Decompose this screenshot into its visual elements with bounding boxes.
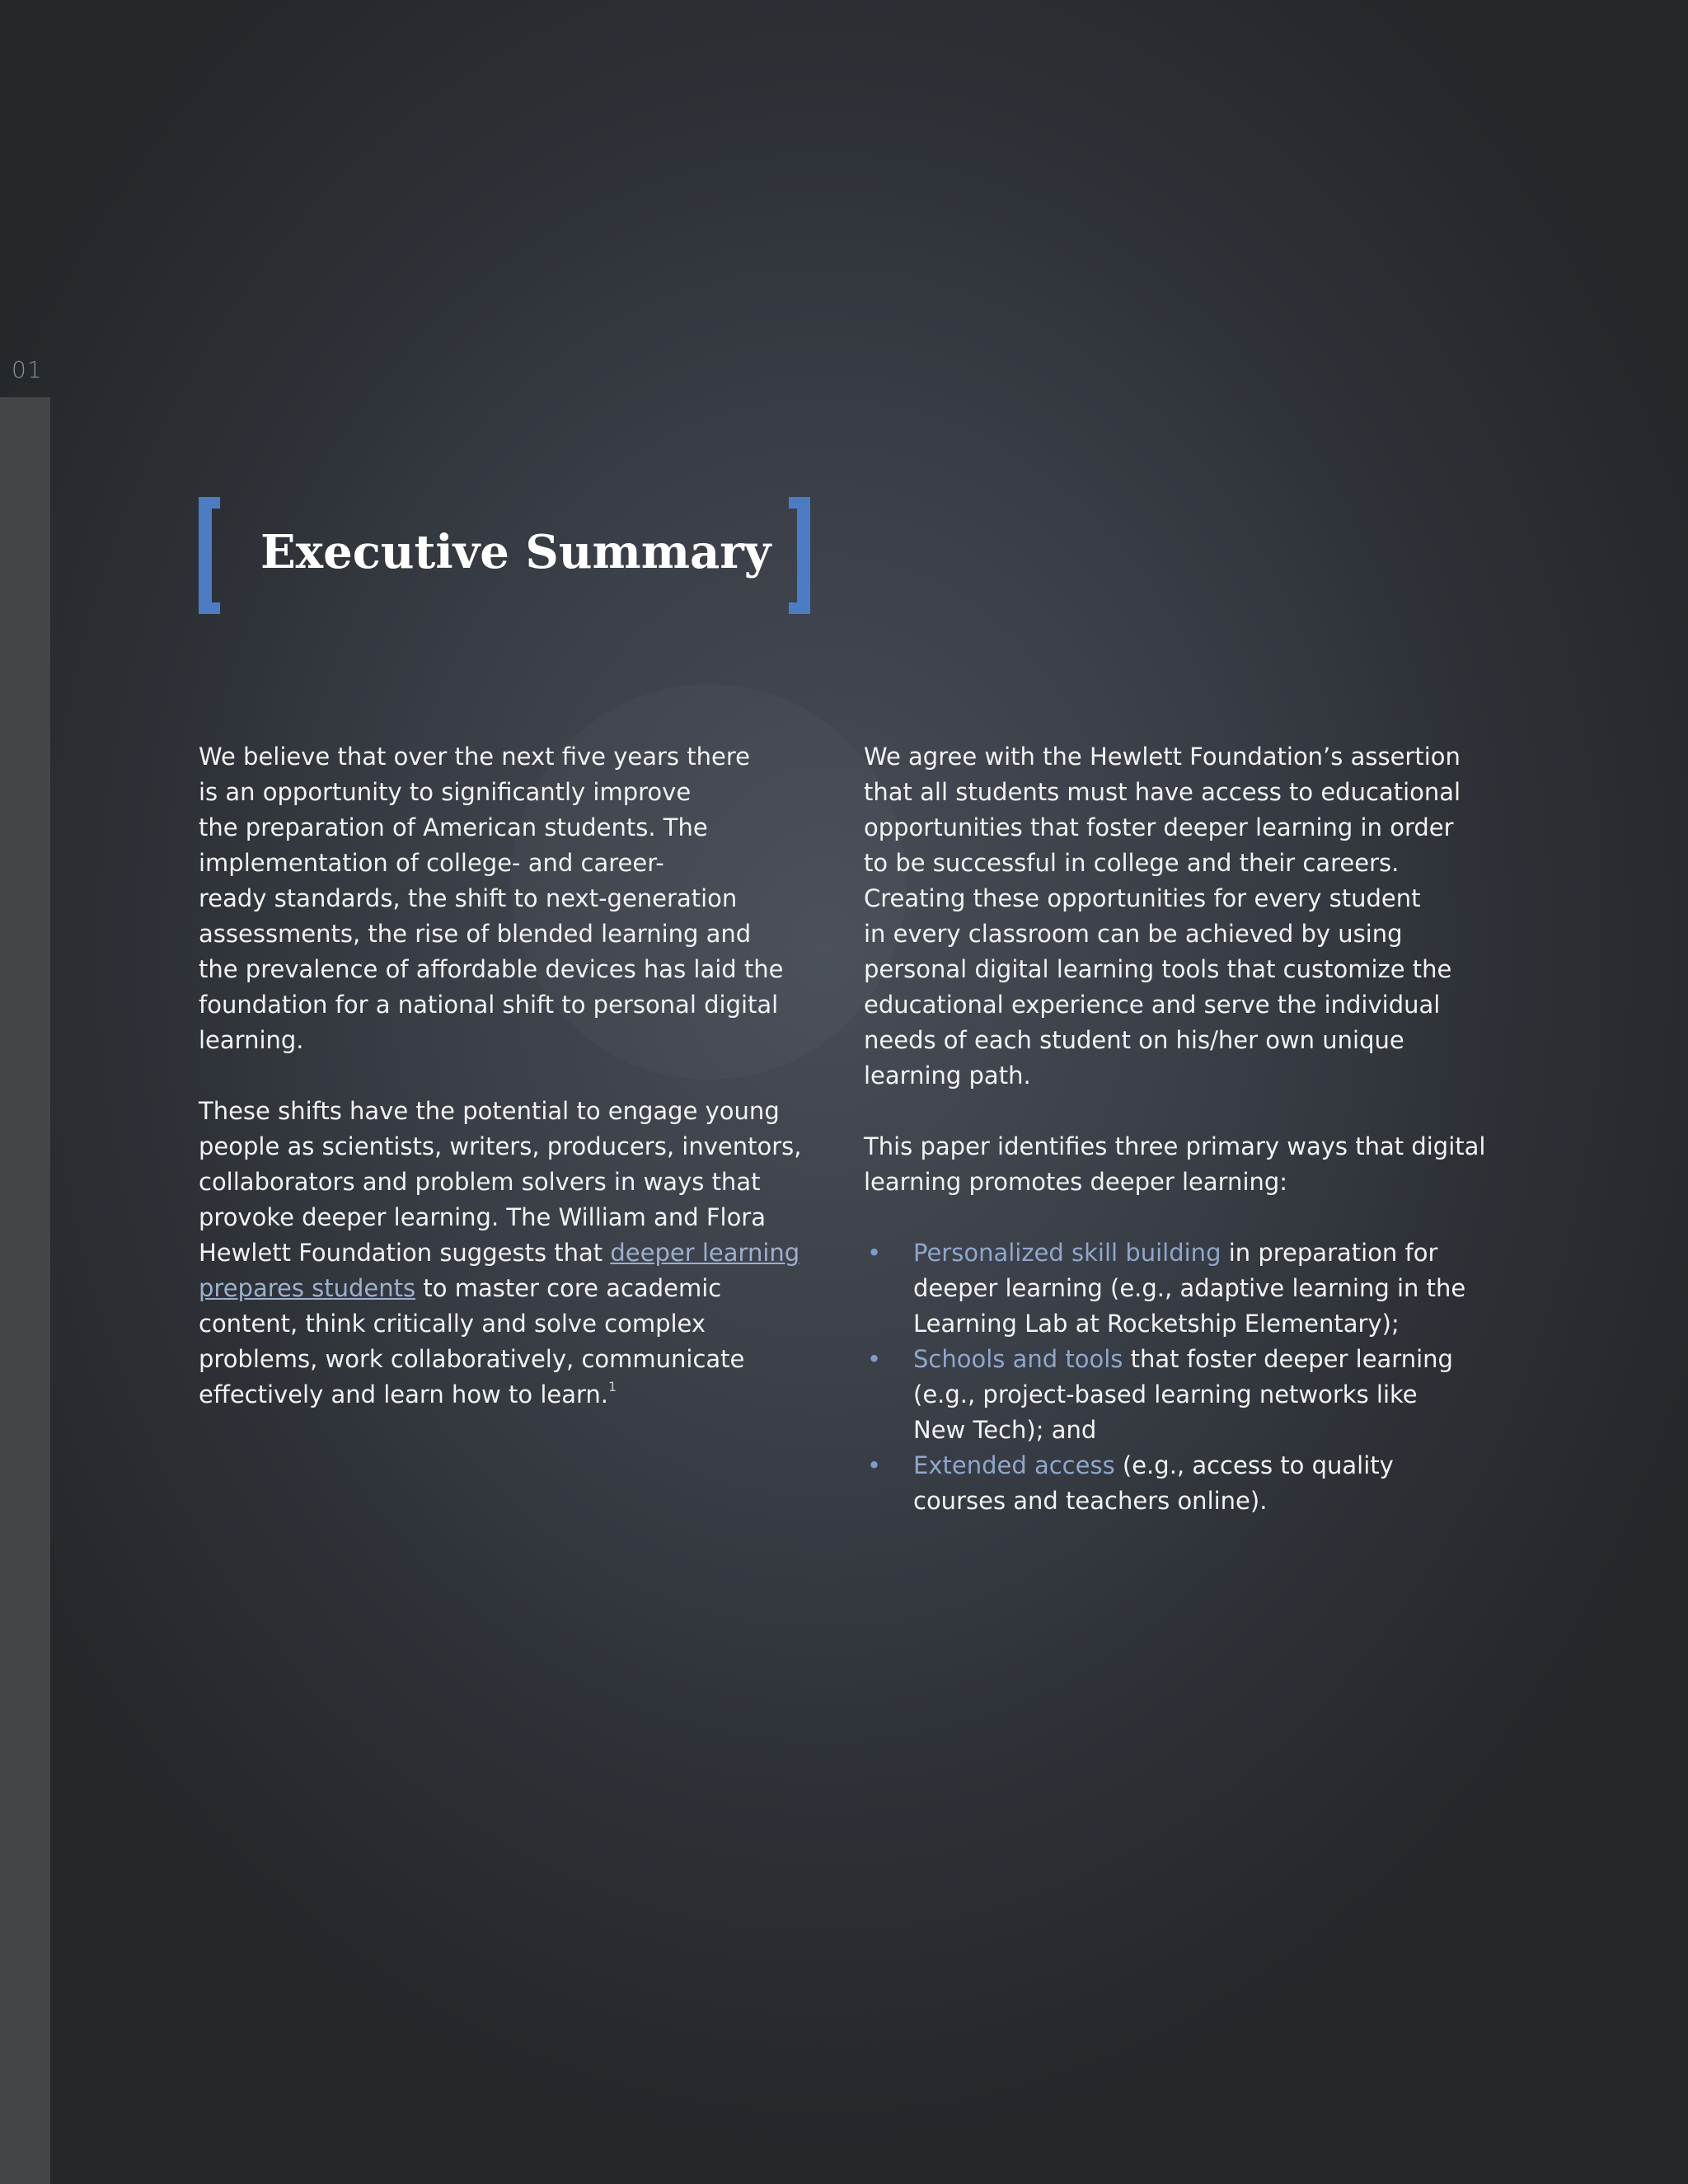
text-line: [199, 1271, 842, 1306]
list-highlight: Extended access: [913, 1451, 1115, 1479]
bullet-icon: •: [867, 1451, 882, 1479]
text-line: [913, 1342, 1507, 1377]
intro-paragraph: [199, 739, 842, 1058]
text-line: [913, 1448, 1507, 1483]
page-title: Executive Summary: [260, 525, 771, 579]
prepares-students-link[interactable]: prepares students: [199, 1274, 416, 1302]
text-line: that all students must have access to educational: [864, 778, 1461, 806]
left-bracket-icon: [199, 497, 220, 614]
text-line: is an opportunity to significantly improve: [199, 778, 692, 806]
text-line: ready standards, the shift to next-generation: [199, 884, 738, 912]
text-line: learning path.: [864, 1062, 1031, 1090]
text-line: Creating these opportunities for every student: [864, 884, 1421, 912]
text-line: This paper identifies three primary ways that digital: [864, 1132, 1486, 1160]
text-line: problems, work collaboratively, communicate: [199, 1345, 745, 1373]
text-line: in every classroom can be achieved by using: [864, 920, 1403, 948]
footnote-marker[interactable]: 1: [608, 1379, 617, 1394]
text-line: Learning Lab at Rocketship Elementary);: [913, 1310, 1400, 1338]
text-line: to be successful in college and their careers.: [864, 849, 1400, 877]
text-line: personal digital learning tools that customize the: [864, 955, 1452, 983]
list-item: [864, 1448, 1507, 1519]
text-line: people as scientists, writers, producers, inventors,: [199, 1132, 802, 1160]
text-line: the prevalence of affordable devices has laid the: [199, 955, 784, 983]
shifts-paragraph: [199, 1094, 842, 1416]
text-line: [199, 1377, 842, 1416]
text-segment: in preparation for: [1221, 1239, 1438, 1267]
list-item: [864, 1342, 1507, 1448]
text-line: We agree with the Hewlett Foundation’s assertion: [864, 743, 1461, 771]
right-column: [864, 739, 1507, 1519]
left-column: [199, 739, 842, 1451]
text-segment: (e.g., access to quality: [1114, 1451, 1394, 1479]
list-highlight: Schools and tools: [913, 1345, 1123, 1373]
assertion-paragraph: [864, 739, 1507, 1094]
text-line: [913, 1235, 1507, 1271]
identifies-paragraph: [864, 1129, 1507, 1200]
list-highlight: Personalized skill building: [913, 1239, 1221, 1267]
text-line: foundation for a national shift to personal digital: [199, 991, 779, 1019]
text-line: the preparation of American students. The: [199, 813, 708, 841]
text-segment: that foster deeper learning: [1123, 1345, 1453, 1373]
text-segment: to master core academic: [415, 1274, 722, 1302]
text-line: collaborators and problem solvers in ways that: [199, 1168, 761, 1196]
text-line: [199, 1235, 842, 1271]
text-line: opportunities that foster deeper learning in order: [864, 813, 1454, 841]
text-segment: effectively and learn how to learn.: [199, 1380, 609, 1408]
text-line: (e.g., project-based learning networks like: [913, 1380, 1418, 1408]
text-line: We believe that over the next five years there: [199, 743, 750, 771]
page-number: 01: [12, 356, 43, 383]
deeper-learning-link[interactable]: deeper learning: [610, 1239, 800, 1267]
text-line: provoke deeper learning. The William and Flora: [199, 1203, 766, 1231]
text-line: deeper learning (e.g., adaptive learning in the: [913, 1274, 1466, 1302]
list-item: [864, 1235, 1507, 1342]
text-segment: Hewlett Foundation suggests that: [199, 1239, 611, 1267]
right-bracket-icon: [789, 497, 810, 614]
deeper-learning-list: [864, 1235, 1507, 1519]
text-line: needs of each student on his/her own unique: [864, 1026, 1404, 1054]
text-line: New Tech); and: [913, 1416, 1097, 1444]
side-bar: [0, 397, 50, 2184]
bullet-icon: •: [867, 1345, 882, 1373]
text-line: content, think critically and solve complex: [199, 1310, 706, 1338]
bullet-icon: •: [867, 1239, 882, 1267]
text-line: learning promotes deeper learning:: [864, 1168, 1288, 1196]
text-line: These shifts have the potential to engage young: [199, 1097, 780, 1125]
text-line: educational experience and serve the individual: [864, 991, 1441, 1019]
text-line: learning.: [199, 1026, 304, 1054]
text-line: assessments, the rise of blended learning and: [199, 920, 752, 948]
text-line: courses and teachers online).: [913, 1487, 1268, 1515]
text-line: implementation of college- and career-: [199, 849, 664, 877]
